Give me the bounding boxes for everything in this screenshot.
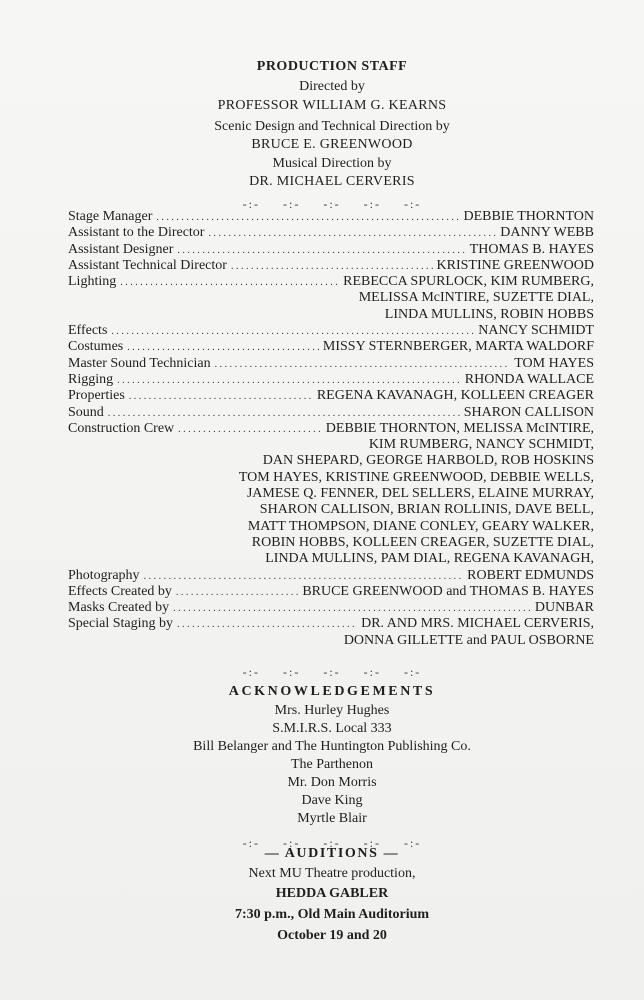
- credit-name: REBECCA SPURLOCK, KIM RUMBERG,: [343, 274, 594, 290]
- credit-name: NANCY SCHMIDT: [478, 323, 594, 339]
- credit-name: DUNBAR: [534, 600, 594, 616]
- credit-row: [68, 323, 594, 339]
- credit-role: Assistant Designer: [68, 241, 174, 257]
- acknowledgements-section: [60, 664, 604, 852]
- credit-row: [68, 584, 594, 600]
- credit-name-continued: MATT THOMPSON, DIANE CONLEY, GEARY WALKER,: [247, 518, 594, 534]
- credit-row: [68, 242, 594, 258]
- dot-leader: [144, 568, 464, 585]
- credit-name: DEBBIE THORNTON: [463, 209, 594, 224]
- credit-name-continued: SHARON CALLISON, BRIAN ROLLINIS, DAVE BELL,: [259, 502, 594, 518]
- scenic-designer-name: BRUCE E. GREENWOOD: [251, 137, 413, 152]
- credit-name-continued: LINDA MULLINS, PAM DIAL, REGENA KAVANAGH,: [265, 551, 594, 567]
- auditions-title: — AUDITIONS —: [264, 846, 400, 861]
- credit-name: BRUCE GREENWOOD and THOMAS B. HAYES: [302, 583, 594, 599]
- credit-row: [68, 568, 594, 584]
- credit-name-continued: LINDA MULLINS, ROBIN HOBBS: [384, 306, 594, 322]
- credit-role: Properties: [68, 388, 125, 404]
- credit-role: Lighting: [68, 274, 117, 290]
- credit-name: DANNY WEBB: [500, 225, 594, 241]
- credit-role: Construction Crew: [68, 420, 175, 436]
- credit-name-continued: DAN SHEPARD, GEORGE HARBOLD, ROB HOSKINS: [262, 453, 594, 469]
- acknowledgement-item: Bill Belanger and The Huntington Publishing Co.: [193, 739, 471, 754]
- credit-role: Assistant Technical Director: [68, 257, 227, 273]
- credit-name: REGENA KAVANAGH, KOLLEEN CREAGER: [316, 388, 594, 404]
- dot-leader: [176, 584, 298, 601]
- dot-leader: [108, 405, 460, 422]
- dot-leader: [173, 600, 531, 617]
- dot-leader: [215, 356, 511, 373]
- acknowledgement-item: Mr. Don Morris: [287, 775, 377, 790]
- credit-role: Assistant to the Director: [68, 225, 205, 241]
- separator-bottom: -:- -:- -:- -:- -:-: [242, 836, 422, 850]
- auditions-dates: October 19 and 20: [277, 928, 387, 943]
- credit-role: Effects Created by: [68, 583, 172, 599]
- production-staff-title: PRODUCTION STAFF: [256, 59, 408, 74]
- credit-row: [68, 388, 594, 404]
- credit-name-continued: TOM HAYES, KRISTINE GREENWOOD, DEBBIE WELLS,: [238, 469, 594, 485]
- credit-role: Masks Created by: [68, 600, 170, 616]
- acknowledgements-list: [60, 702, 604, 827]
- music-director-name: DR. MICHAEL CERVERIS: [249, 174, 415, 189]
- dot-leader: [111, 323, 474, 340]
- music-label: Musical Direction by: [272, 156, 392, 171]
- acknowledgement-item: Mrs. Hurley Hughes: [274, 703, 390, 718]
- separator-top: -:- -:- -:- -:- -:-: [242, 197, 422, 211]
- acknowledgement-item: Dave King: [301, 793, 363, 808]
- credit-name: ROBERT EDMUNDS: [467, 567, 594, 583]
- auditions-next-production: Next MU Theatre production,: [248, 866, 416, 881]
- dot-leader: [177, 616, 357, 633]
- credit-row: [68, 258, 594, 274]
- credit-name-continued: JAMESE Q. FENNER, DEL SELLERS, ELAINE MURRAY,: [246, 486, 594, 502]
- credit-row: [68, 225, 594, 241]
- credit-name-continued: KIM RUMBERG, NANCY SCHMIDT,: [368, 437, 594, 453]
- acknowledgement-item: Myrtle Blair: [297, 811, 367, 826]
- credit-role: Stage Manager: [68, 209, 153, 224]
- dot-leader: [178, 421, 322, 438]
- credit-role: Costumes: [68, 339, 124, 355]
- dot-leader: [129, 388, 313, 405]
- credit-row: [68, 372, 594, 388]
- credit-role: Sound: [68, 404, 104, 420]
- credit-row: [68, 616, 594, 632]
- credit-row: [68, 421, 594, 437]
- credit-role: Rigging: [68, 371, 114, 387]
- dot-leader: [120, 274, 339, 291]
- dot-leader: [127, 339, 319, 356]
- auditions-time-place: 7:30 p.m., Old Main Auditorium: [234, 907, 430, 922]
- auditions-section: [60, 845, 604, 944]
- credit-name: TOM HAYES: [514, 355, 594, 371]
- credits-list: [68, 209, 594, 649]
- credit-row: [68, 339, 594, 355]
- credit-name: MISSY STERNBERGER, MARTA WALDORF: [322, 339, 594, 355]
- credit-row: [68, 356, 594, 372]
- scenic-label: Scenic Design and Technical Direction by: [214, 119, 450, 134]
- credit-name: DR. AND MRS. MICHAEL CERVERIS,: [361, 616, 594, 632]
- acknowledgement-item: S.M.I.R.S. Local 333: [272, 721, 392, 736]
- dot-leader: [177, 242, 465, 259]
- credit-role: Master Sound Technician: [68, 355, 211, 371]
- credit-row: [68, 600, 594, 616]
- acknowledgement-item: The Parthenon: [290, 757, 374, 772]
- separator-middle: -:- -:- -:- -:- -:-: [242, 665, 422, 679]
- credit-role: Special Staging by: [68, 616, 173, 632]
- credit-name: SHARON CALLISON: [463, 404, 594, 420]
- credit-name: RHONDA WALLACE: [464, 371, 594, 387]
- directed-by-label: Directed by: [299, 79, 365, 94]
- credit-name: THOMAS B. HAYES: [469, 241, 594, 257]
- credit-row: [68, 274, 594, 290]
- dot-leader: [156, 209, 459, 226]
- credit-role: Photography: [68, 567, 140, 583]
- credit-name-continued: ROBIN HOBBS, KOLLEEN CREAGER, SUZETTE DIAL,: [251, 534, 594, 550]
- auditions-play-title: HEDDA GABLER: [275, 886, 389, 901]
- credit-row: [68, 209, 594, 225]
- credit-name: DEBBIE THORNTON, MELISSA McINTIRE,: [325, 420, 594, 436]
- credit-name-continued: DONNA GILLETTE and PAUL OSBORNE: [343, 632, 594, 648]
- production-staff-header: [60, 58, 604, 213]
- dot-leader: [117, 372, 461, 389]
- acknowledgements-title: ACKNOWLEDGEMENTS: [228, 684, 436, 699]
- credit-name-continued: MELISSA McINTIRE, SUZETTE DIAL,: [358, 290, 594, 306]
- credit-row: [68, 405, 594, 421]
- dot-leader: [208, 225, 496, 242]
- director-name: PROFESSOR WILLIAM G. KEARNS: [217, 98, 447, 113]
- dot-leader: [231, 258, 433, 275]
- credit-role: Effects: [68, 323, 108, 339]
- credit-name: KRISTINE GREENWOOD: [436, 257, 594, 273]
